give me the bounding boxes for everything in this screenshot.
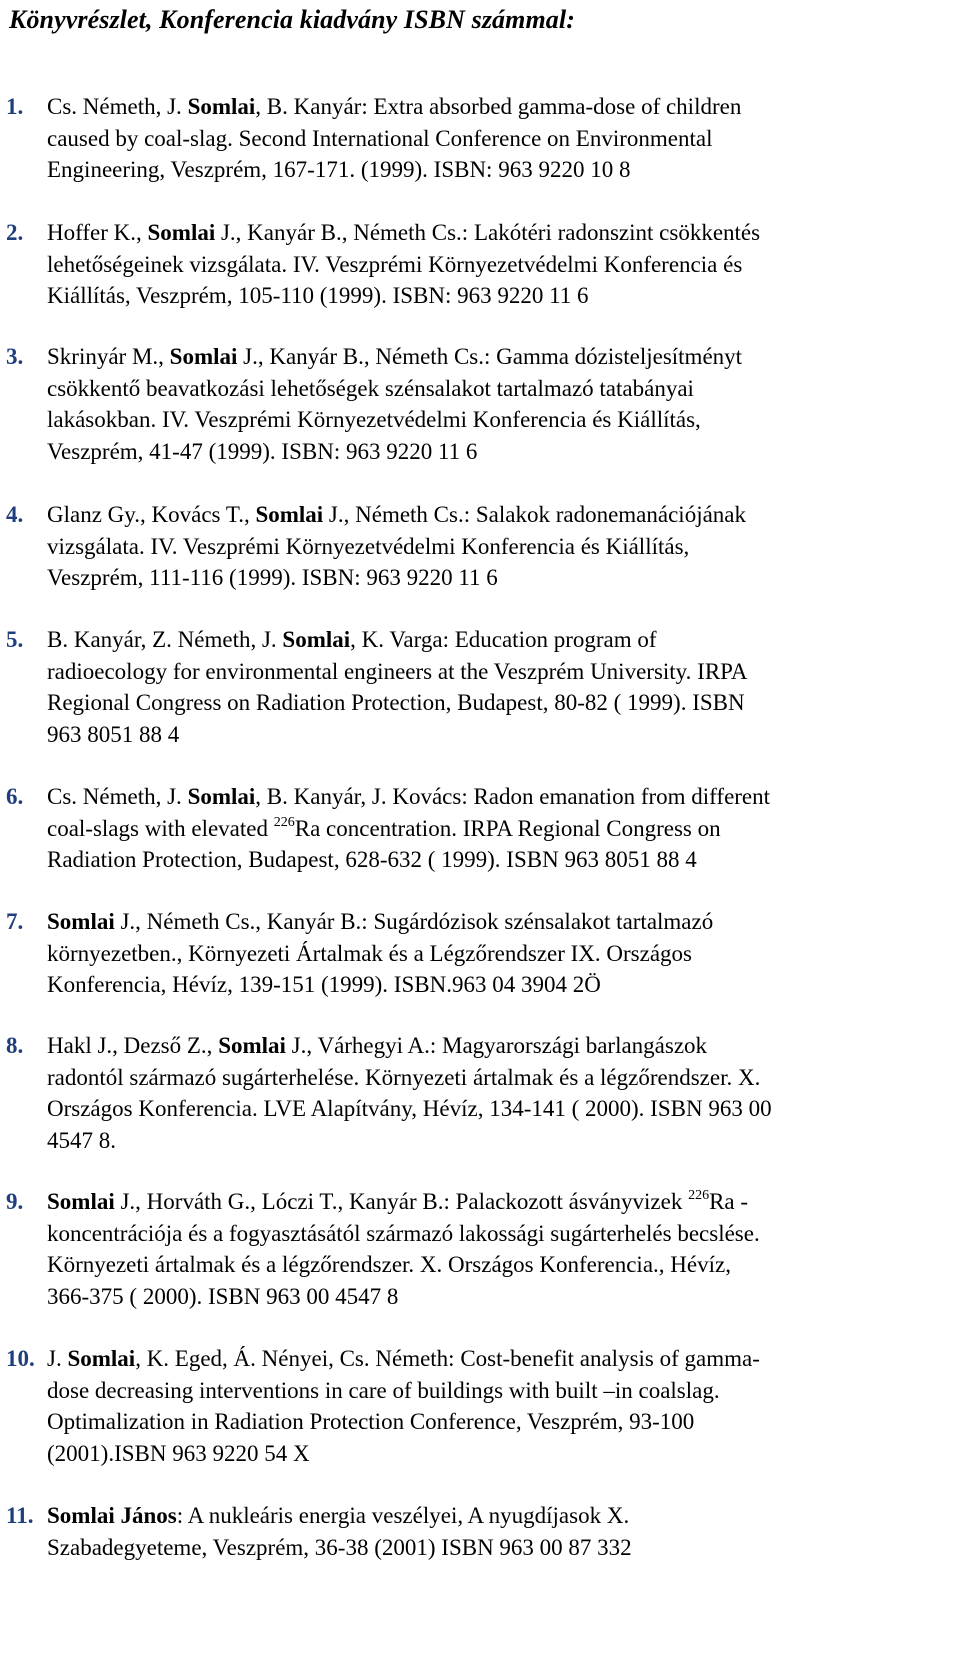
reference-line: [47, 1125, 950, 1157]
reference-text: , B. Kanyár: Extra absorbed gamma-dose of children: [255, 94, 742, 119]
reference-line: [47, 499, 950, 531]
reference-line: [47, 1030, 950, 1062]
reference-text: Országos Konferencia. LVE Alapítvány, Hévíz, 134-141 ( 2000). ISBN 963 00: [47, 1096, 772, 1121]
superscript-isotope-number: 226: [273, 814, 295, 830]
reference-item: [0, 1500, 950, 1563]
reference-number: 6.: [6, 784, 24, 809]
reference-line: [47, 436, 950, 468]
author-name-bold: Somlai: [282, 627, 351, 652]
reference-text: J., Várhegyi A.: Magyarországi barlangászok: [285, 1033, 708, 1058]
reference-text: 4547 8.: [47, 1127, 116, 1153]
reference-line: [47, 1218, 950, 1250]
reference-line: [47, 1249, 950, 1281]
reference-line: [47, 1406, 950, 1438]
reference-line: [47, 1343, 950, 1375]
reference-text: radontól származó sugárterhelése. Környezeti ártalmak és a légzőrendszer. X.: [47, 1064, 761, 1090]
reference-number: 10.: [6, 1346, 35, 1371]
reference-line: [47, 1438, 950, 1470]
reference-text: , B. Kanyár, J. Kovács: Radon emanation from different: [255, 784, 771, 809]
reference-text: Szabadegyeteme, Veszprém, 36-38 (2001) ISBN 963 00 87 332: [47, 1534, 632, 1560]
reference-number: 1.: [6, 94, 24, 119]
reference-number: 4.: [6, 502, 24, 527]
author-name-bold: Somlai János: [47, 1503, 177, 1528]
reference-item: [0, 499, 950, 594]
reference-text: (2001).ISBN 963 9220 54 X: [47, 1440, 310, 1466]
reference-line: [47, 404, 950, 436]
reference-text: Veszprém, 41-47 (1999). ISBN: 963 9220 11 6: [47, 438, 478, 464]
reference-line: [47, 1375, 950, 1407]
reference-text: Hakl J., Dezső Z.,: [47, 1033, 219, 1058]
reference-text: B. Kanyár, Z. Németh, J.: [47, 627, 283, 652]
reference-text: 366-375 ( 2000). ISBN 963 00 4547 8: [47, 1283, 399, 1309]
reference-text: caused by coal-slag. Second International Conference on Environmental: [47, 125, 713, 151]
reference-text: Ra concentration. IRPA Regional Congress on: [294, 815, 721, 841]
reference-text: környezetben., Környezeti Ártalmak és a Légzőrendszer IX. Országos: [47, 940, 692, 966]
reference-text: lakásokban. IV. Veszprémi Környezetvédelmi Konferencia és Kiállítás,: [47, 407, 701, 432]
author-name-bold: Somlai: [187, 784, 256, 809]
reference-text: Kiállítás, Veszprém, 105-110 (1999). ISBN: 963 9220 11 6: [47, 283, 589, 308]
reference-text: , K. Varga: Education program of: [350, 627, 657, 652]
reference-line: [47, 562, 950, 594]
reference-line: [47, 1093, 950, 1125]
reference-item: [0, 781, 950, 876]
reference-text: Cs. Németh, J.: [47, 784, 188, 809]
reference-text: Optimalization in Radiation Protection Conference, Veszprém, 93-100: [47, 1409, 695, 1434]
reference-item: [0, 624, 950, 750]
reference-number: 7.: [6, 909, 24, 934]
author-name-bold: Somlai: [47, 1189, 115, 1214]
reference-text: dose decreasing interventions in care of buildings with built –in coalslag.: [47, 1377, 720, 1403]
reference-text: Konferencia, Hévíz, 139-151 (1999). ISBN.963 04 3904 2Ö: [47, 972, 601, 997]
reference-text: lehetőségeinek vizsgálata. IV. Veszprémi Környezetvédelmi Konferencia és: [47, 251, 743, 277]
reference-line: [47, 844, 950, 876]
reference-text: Engineering, Veszprém, 167-171. (1999). ISBN: 963 9220 10 8: [47, 157, 631, 182]
reference-line: [47, 719, 950, 751]
reference-line: [47, 123, 950, 155]
reference-text: : A nukleáris energia veszélyei, A nyugdíjasok X.: [176, 1503, 630, 1528]
reference-number: 5.: [6, 627, 24, 652]
reference-line: [47, 906, 950, 938]
reference-item: [0, 1030, 950, 1156]
reference-line: [47, 687, 950, 719]
reference-item: [0, 906, 950, 1001]
reference-item: [0, 91, 950, 186]
author-name-bold: Somlai: [218, 1033, 286, 1058]
reference-text: J.: [47, 1346, 68, 1371]
reference-item: [0, 217, 950, 312]
reference-item: [0, 341, 950, 467]
reference-line: [47, 280, 950, 312]
reference-text: Ra -: [709, 1189, 749, 1214]
reference-text: Skrinyár M.,: [47, 344, 170, 369]
reference-line: [47, 373, 950, 405]
superscript-isotope-number: 226: [688, 1188, 710, 1203]
author-name-bold: Somlai: [67, 1346, 136, 1371]
reference-text: radioecology for environmental engineers at the Veszprém University. IRPA: [47, 658, 748, 684]
reference-line: [47, 938, 950, 970]
reference-line: [47, 249, 950, 281]
reference-number: 9.: [6, 1189, 24, 1214]
reference-line: [47, 1281, 950, 1313]
reference-text: J., Horváth G., Lóczi T., Kanyár B.: Palackozott ásványvizek: [114, 1189, 689, 1214]
reference-item: [0, 1343, 950, 1469]
reference-text: Regional Congress on Radiation Protection, Budapest, 80-82 ( 1999). ISBN: [47, 690, 745, 715]
reference-text: Glanz Gy., Kovács T.,: [47, 502, 256, 527]
reference-line: [47, 531, 950, 563]
reference-text: Hoffer K.,: [47, 220, 148, 245]
reference-text: csökkentő beavatkozási lehetőségek szénsalakot tartalmazó tatabányai: [47, 375, 694, 401]
reference-line: [47, 969, 950, 1001]
reference-text: Radiation Protection, Budapest, 628-632 ( 1999). ISBN 963 8051 88 4: [47, 847, 697, 872]
reference-number: 2.: [6, 220, 24, 245]
reference-line: [47, 91, 950, 123]
reference-line: [47, 813, 950, 845]
reference-text: J., Kanyár B., Németh Cs.: Lakótéri radonszint csökkentés: [215, 220, 761, 245]
author-name-bold: Somlai: [47, 909, 115, 934]
reference-text: J., Németh Cs., Kanyár B.: Sugárdózisok szénsalakot tartalmazó: [114, 909, 714, 934]
reference-line: [47, 217, 950, 249]
reference-text: Cs. Németh, J.: [47, 94, 188, 119]
page-title: Könyvrészlet, Konferencia kiadvány ISBN számmal:: [9, 5, 575, 34]
reference-line: [47, 341, 950, 373]
reference-text: koncentrációja és a fogyasztásától származó lakossági sugárterhelés becslése.: [47, 1220, 760, 1246]
reference-line: [47, 1500, 950, 1532]
reference-item: [0, 1186, 950, 1312]
reference-text: J., Németh Cs.: Salakok radonemanációjának: [323, 502, 746, 527]
reference-text: Környezeti ártalmak és a légzőrendszer. X. Országos Konferencia., Hévíz,: [47, 1252, 731, 1277]
reference-number: 11.: [6, 1503, 34, 1528]
reference-line: [47, 656, 950, 688]
reference-text: J., Kanyár B., Németh Cs.: Gamma dózisteljesítményt: [237, 344, 743, 369]
reference-line: [47, 1532, 950, 1564]
reference-text: , K. Eged, Á. Nényei, Cs. Németh: Cost-benefit analysis of gamma-: [135, 1346, 760, 1371]
reference-line: [47, 624, 950, 656]
reference-text: coal-slags with elevated: [47, 815, 274, 841]
reference-line: [47, 1186, 950, 1218]
reference-line: [47, 1062, 950, 1094]
author-name-bold: Somlai: [255, 502, 324, 527]
reference-line: [47, 781, 950, 813]
reference-text: 963 8051 88 4: [47, 721, 180, 747]
reference-text: Veszprém, 111-116 (1999). ISBN: 963 9220 11 6: [47, 565, 498, 590]
reference-number: 3.: [6, 344, 24, 369]
author-name-bold: Somlai: [169, 344, 238, 369]
reference-line: [47, 154, 950, 186]
author-name-bold: Somlai: [187, 94, 256, 119]
reference-number: 8.: [6, 1033, 24, 1058]
author-name-bold: Somlai: [147, 220, 216, 245]
reference-text: vizsgálata. IV. Veszprémi Környezetvédelmi Konferencia és Kiállítás,: [47, 533, 690, 559]
